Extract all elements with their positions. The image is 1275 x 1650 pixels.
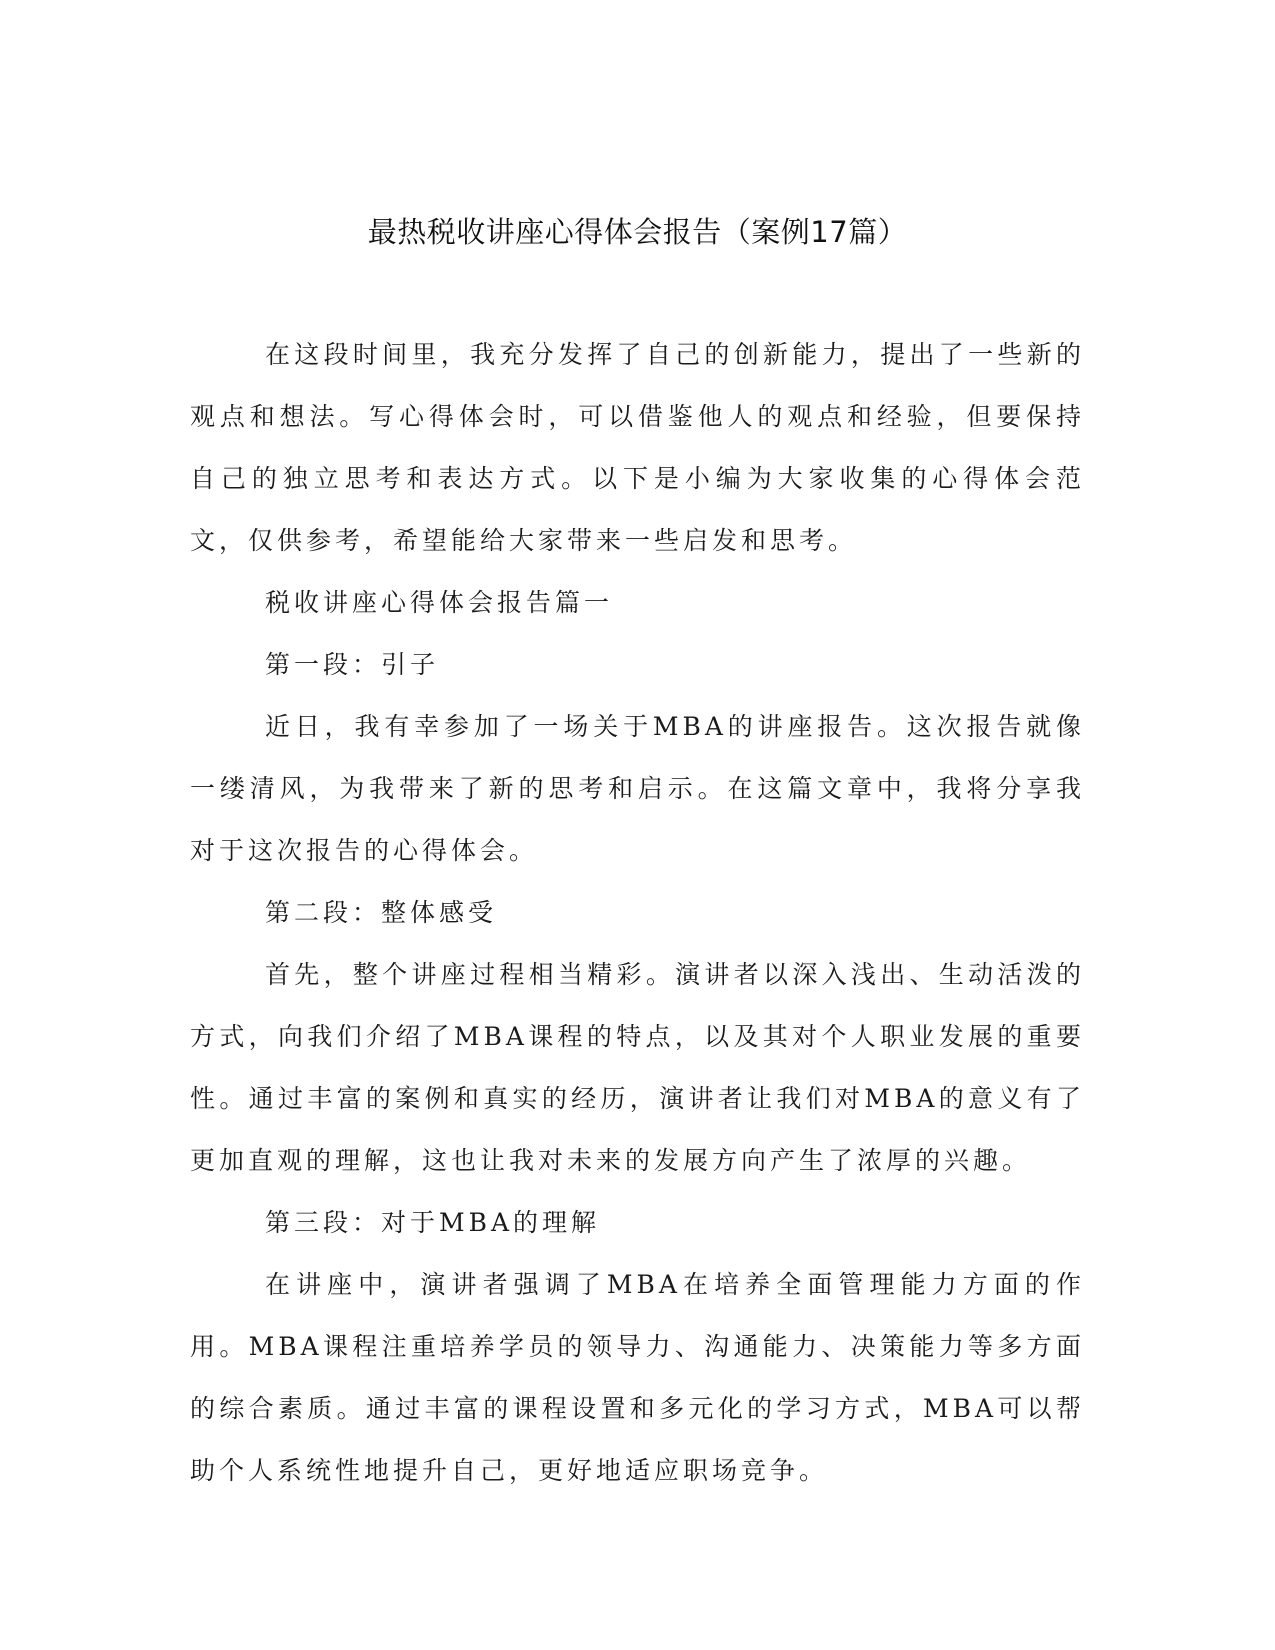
section-heading-part-one: 第一段：引子: [265, 650, 440, 679]
section-heading-part-three: 第三段：对于MBA的理解: [265, 1208, 601, 1237]
paragraph-introduction: 近日，我有幸参加了一场关于MBA的讲座报告。这次报告就像一缕清风，为我带来了新的思考和启示。在这篇文章中，我将分享我对于这次报告的心得体会。: [190, 712, 1085, 865]
intro-paragraph: 在这段时间里，我充分发挥了自己的创新能力，提出了一些新的观点和想法。写心得体会时，可以借鉴他人的观点和经验，但要保持自己的独立思考和表达方式。以下是小编为大家收集的心得体会范文，仅供参考，希望能给大家带来一些启发和思考。: [190, 340, 1085, 555]
paragraph-overall-feeling: 首先，整个讲座过程相当精彩。演讲者以深入浅出、生动活泼的方式，向我们介绍了MBA课程的特点，以及其对个人职业发展的重要性。通过丰富的案例和真实的经历，演讲者让我们对MBA的意义有了更加直观的理解，这也让我对未来的发展方向产生了浓厚的兴趣。: [190, 960, 1085, 1175]
section-heading-part-two: 第二段：整体感受: [265, 898, 498, 927]
paragraph-mba-understanding: 在讲座中，演讲者强调了MBA在培养全面管理能力方面的作用。MBA课程注重培养学员的领导力、沟通能力、决策能力等多方面的综合素质。通过丰富的课程设置和多元化的学习方式，MBA可以帮助个人系统性地提升自己，更好地适应职场竞争。: [190, 1270, 1085, 1485]
document-body: [190, 324, 1085, 1502]
section-heading-article-one: 税收讲座心得体会报告篇一: [265, 588, 614, 617]
document-title: 最热税收讲座心得体会报告（案例17篇）: [367, 215, 908, 249]
